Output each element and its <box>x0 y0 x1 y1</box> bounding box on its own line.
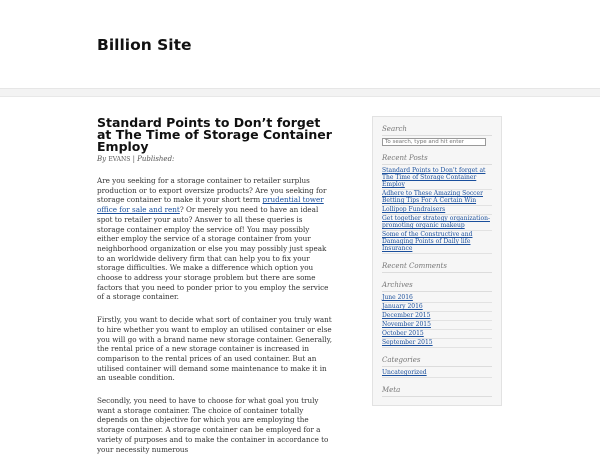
meta-widget <box>382 386 492 397</box>
archives-widget <box>382 281 492 348</box>
search-widget <box>382 125 492 146</box>
search-input[interactable] <box>382 138 486 146</box>
list-item <box>382 215 492 231</box>
archives-heading: Archives <box>382 281 492 292</box>
list-item <box>382 167 492 190</box>
recent-post-link[interactable]: Standard Points to Don’t forget at The Time of Storage Container Employ <box>382 167 486 188</box>
post-body <box>97 176 332 454</box>
archive-link[interactable]: January 2016 <box>382 303 423 310</box>
list-item <box>382 339 492 348</box>
list-item <box>382 321 492 330</box>
site-title[interactable]: Billion Site <box>97 36 192 54</box>
list-item <box>382 312 492 321</box>
list-item <box>382 369 492 378</box>
main-content <box>97 117 332 454</box>
categories-heading: Categories <box>382 356 492 367</box>
prudential-tower-link[interactable]: prudential tower office for sale and rent <box>97 195 324 215</box>
archive-link[interactable]: June 2016 <box>382 294 413 301</box>
meta-heading: Meta <box>382 386 492 397</box>
meta-by: By <box>97 155 107 163</box>
category-link[interactable]: Uncategorized <box>382 369 427 376</box>
recent-comments-widget <box>382 262 492 273</box>
recent-post-link[interactable]: Get together strategy organization-promoting organic makeup <box>382 215 490 229</box>
recent-comments-heading: Recent Comments <box>382 262 492 273</box>
archive-link[interactable]: September 2015 <box>382 339 433 346</box>
meta-published: | Published: <box>130 155 175 163</box>
recent-post-link[interactable]: Lollipop Fundraisers <box>382 206 446 213</box>
list-item <box>382 303 492 312</box>
archive-link[interactable]: December 2015 <box>382 312 431 319</box>
search-heading: Search <box>382 125 492 136</box>
site-header <box>0 0 600 89</box>
list-item <box>382 190 492 206</box>
post-author[interactable]: EVANS <box>108 156 131 163</box>
sidebar <box>372 116 502 406</box>
categories-widget <box>382 356 492 378</box>
paragraph: Are you seeking for a storage container to retailer surplus production or to export oversize products? Are you seeking for storage container to make it your short term prudential tower office for sale and rent? Or merely you need to have an ideal spot to retailer your auto? Answer to all these queries is storage container employ the service of! You may possibly either employ the service of a storage container from your neighborhood organization or else you may possibly just speak to an worldwide delivery firm that can help you to fix your storage difficulties. We make a difference which option you choose to address your storage problem but there are some factors that you need to ponder prior to you employ the service of a storage container. <box>97 176 329 302</box>
recent-post-link[interactable]: Some of the Constructive and Damaging Points of Daily life Insurance <box>382 231 473 252</box>
archive-link[interactable]: November 2015 <box>382 321 431 328</box>
list-item <box>382 231 492 254</box>
header-divider-band <box>0 89 600 97</box>
archive-link[interactable]: October 2015 <box>382 330 424 337</box>
post-title[interactable]: Standard Points to Don’t forget at The Time of Storage Container Employ <box>97 115 332 154</box>
list-item <box>382 330 492 339</box>
list-item <box>382 206 492 215</box>
paragraph: Secondly, you need to have to choose for what goal you truly want a storage container. The choice of container totally depends on the objective for which you are employing the storage container. A storage container can be employed for a variety of purposes and to make the container in accordance to your necessity numerous <box>97 396 329 454</box>
list-item <box>382 294 492 303</box>
paragraph: Firstly, you want to decide what sort of container you truly want to hire whether you want to employ an utilised container or else you will go with a brand name new storage container. Generally, the rental price of a new storage container is increased in comparison to the rental prices of an used container. But an utilised container will demand some maintenance to make it in an useable condition. <box>97 315 332 383</box>
recent-posts-heading: Recent Posts <box>382 154 492 165</box>
recent-posts-widget <box>382 154 492 254</box>
recent-post-link[interactable]: Adhere to These Amazing Soccer Betting Tips For A Certain Win <box>382 190 483 204</box>
post-meta <box>97 155 332 163</box>
